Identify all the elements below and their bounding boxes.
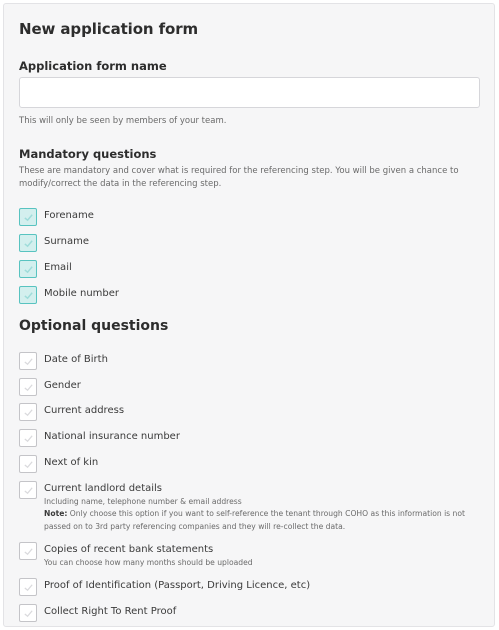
- checkbox-proof-of-identification[interactable]: [19, 578, 37, 596]
- note-text: Only choose this option if you want to self-reference the tenant through COHO as this information is not passed on to 3rd party referencing companies and they will re-collect the data.: [44, 509, 465, 531]
- checkbox-current-landlord-details[interactable]: [19, 481, 37, 499]
- checkbox-label: Surname: [44, 236, 89, 247]
- check-icon: [23, 485, 34, 496]
- checkbox-right-to-rent-proof[interactable]: [19, 604, 37, 622]
- checkbox-gender[interactable]: [19, 378, 37, 396]
- check-icon: [23, 212, 34, 223]
- landlord-details-subtext: Including name, telephone number & email address: [44, 497, 242, 506]
- checkbox-label: Email: [44, 262, 72, 273]
- form-title: New application form: [19, 20, 199, 38]
- check-icon: [23, 264, 34, 275]
- checkbox-label: Collect Right To Rent Proof: [44, 606, 177, 617]
- form-name-label: Application form name: [19, 59, 167, 73]
- checkbox-label: Date of Birth: [44, 354, 108, 365]
- checkbox-mobile-number[interactable]: [19, 286, 37, 304]
- check-icon: [23, 407, 34, 418]
- optional-questions-heading: Optional questions: [19, 318, 169, 334]
- check-icon: [23, 382, 34, 393]
- check-icon: [23, 608, 34, 619]
- application-form-panel: [3, 3, 495, 627]
- check-icon: [23, 433, 34, 444]
- checkbox-label: Copies of recent bank statements: [44, 544, 214, 555]
- checkbox-current-address[interactable]: [19, 403, 37, 421]
- checkbox-label: National insurance number: [44, 431, 180, 442]
- checkbox-next-of-kin[interactable]: [19, 455, 37, 473]
- mandatory-questions-description: These are mandatory and cover what is required for the referencing step. You will be given a chance to modify/correct the data in the referencing step.: [19, 166, 459, 189]
- checkbox-label: Gender: [44, 380, 81, 391]
- checkbox-date-of-birth[interactable]: [19, 352, 37, 370]
- checkbox-label: Proof of Identification (Passport, Driving Licence, etc): [44, 580, 311, 591]
- landlord-details-note: [44, 508, 484, 533]
- checkbox-label: Current address: [44, 405, 125, 416]
- checkbox-bank-statements[interactable]: [19, 542, 37, 560]
- checkbox-label: Forename: [44, 210, 94, 221]
- note-label: Note:: [44, 509, 68, 518]
- checkbox-label: Mobile number: [44, 288, 120, 299]
- bank-statements-subtext: You can choose how many months should be uploaded: [44, 558, 253, 567]
- form-name-input[interactable]: [19, 77, 480, 108]
- checkbox-email[interactable]: [19, 260, 37, 278]
- checkbox-label: Current landlord details: [44, 483, 163, 494]
- checkbox-label: Next of kin: [44, 457, 99, 468]
- mandatory-questions-heading: Mandatory questions: [19, 147, 157, 161]
- check-icon: [23, 238, 34, 249]
- check-icon: [23, 582, 34, 593]
- checkbox-surname[interactable]: [19, 234, 37, 252]
- check-icon: [23, 290, 34, 301]
- check-icon: [23, 546, 34, 557]
- check-icon: [23, 459, 34, 470]
- checkbox-forename[interactable]: [19, 208, 37, 226]
- form-name-help: This will only be seen by members of your team.: [19, 116, 227, 126]
- check-icon: [23, 356, 34, 367]
- checkbox-national-insurance-number[interactable]: [19, 429, 37, 447]
